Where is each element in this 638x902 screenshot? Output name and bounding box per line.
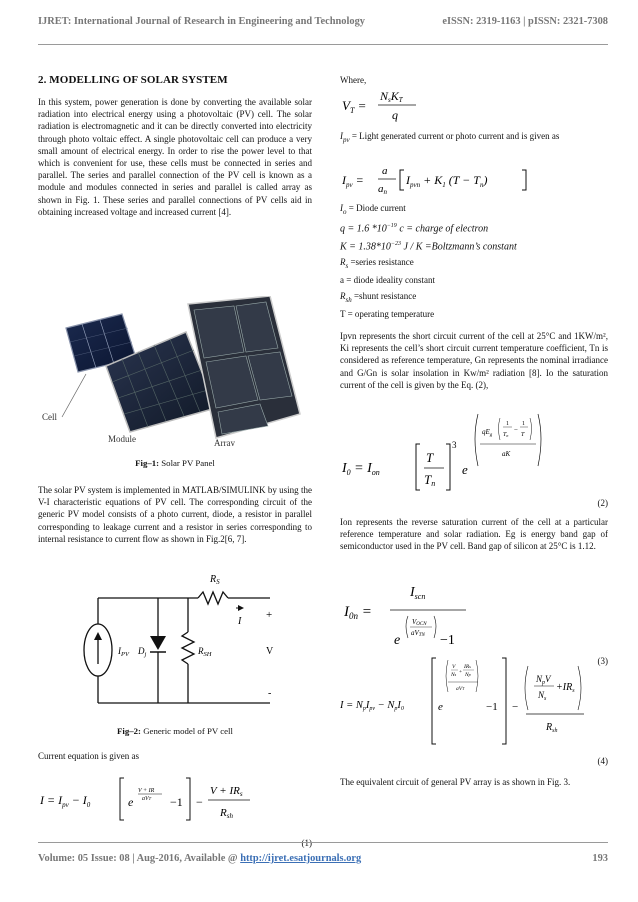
svg-text:I0 = Ion: $I_0 = I_{on}$ — [342, 461, 380, 477]
label-plus: + — [266, 609, 273, 621]
fig2-caption-text: Generic model of PV cell — [141, 726, 233, 736]
svg-text:qEg: $qE_g$ — [482, 428, 493, 438]
svg-text:aK: aK — [502, 450, 511, 458]
equation-3 — [340, 574, 608, 654]
svg-text:I0n =: $I_{0n}$ = — [344, 604, 372, 621]
svg-text:1: 1 — [522, 421, 525, 427]
section-title: 2. MODELLING OF SOLAR SYSTEM — [38, 74, 228, 86]
label-rs: $R_S$ — [210, 574, 220, 586]
svg-text:NsKT: NsKT — [380, 89, 403, 104]
footer-volume: Volume: 05 Issue: 08 | Aug-2016, Available @ http://ijret.esatjournals.org — [38, 853, 362, 864]
pv-circuit-diagram — [58, 568, 298, 718]
svg-text:e: e — [462, 462, 468, 477]
label-i: I — [238, 616, 242, 627]
paragraph-array-circuit: The equivalent circuit of general PV array is as shown in Fig. 3. — [340, 777, 571, 787]
eq3-number: (3) — [597, 656, 608, 666]
svg-text:+: + — [459, 669, 463, 675]
svg-text:e: e — [438, 701, 443, 713]
svg-text:Ns: Ns — [451, 672, 457, 678]
svg-text:T: T — [426, 450, 434, 465]
svg-text:+IRs: $+IR_s$ — [556, 682, 575, 694]
svg-text:a: a — [382, 165, 388, 177]
svg-text:Tn: Tn — [424, 472, 436, 488]
eq4-number: (4) — [597, 756, 608, 766]
svg-text:Rsh: Rsh — [220, 807, 233, 820]
svg-text:q: q — [392, 108, 398, 122]
io-definition: $I_o$ = Diode current — [340, 203, 406, 216]
t-definition: T = operating temperature — [340, 309, 435, 319]
svg-text:I = Ipv − I0: $I = I_{pv} - I_0$ — [40, 793, 91, 809]
figure-solar-panel — [38, 296, 312, 451]
svg-text:an: an — [378, 183, 387, 196]
issn: eISSN: 2319-1163 | pISSN: 2321-7308 — [442, 16, 608, 27]
where-label: Where, — [340, 75, 367, 85]
equation-ipv — [340, 160, 608, 200]
label-cell: Cell — [42, 412, 57, 422]
header-rule — [38, 44, 608, 45]
equation-vt — [340, 86, 460, 126]
svg-text:I = NpIpv − NpI0: I = NpIpv − NpI0 — [340, 700, 404, 712]
journal-name: IJRET: International Journal of Research in Engineering and Technology — [38, 16, 365, 27]
svg-text:VOCN: VOCN — [412, 618, 427, 627]
k-definition: $K = 1.38*10^{-23}$ J / K =Boltzmann’s constant — [340, 241, 517, 253]
svg-text:VT =: $V_T$ = — [342, 98, 367, 115]
svg-text:e: e — [394, 633, 401, 648]
svg-text:Ipvn + K1 (T − Tn): $I_{pvn} + K_1$ $(T - T_n)$ — [406, 173, 488, 189]
label-minus: - — [268, 688, 272, 699]
label-rsh: $R_{SH}$ — [198, 646, 212, 658]
right-column — [340, 74, 608, 787]
svg-text:Rsh: $R_{sh}$ — [546, 722, 558, 734]
svg-text:Ns: $N_s$ — [538, 690, 547, 702]
svg-text:−: − — [512, 701, 519, 713]
svg-text:IRs: IRs — [464, 664, 471, 670]
rsh-definition: $R_{sh}$ =shunt resistance — [340, 291, 417, 304]
svg-text:V + IRs: V + IRs — [210, 785, 243, 798]
svg-text:−: − — [196, 795, 203, 809]
svg-text:Iscn: $I_{scn}$ — [410, 585, 426, 601]
svg-text:−: − — [514, 426, 518, 434]
left-column — [38, 74, 312, 848]
svg-text:Ipv =: $I_{pv}$ = — [342, 173, 364, 189]
svg-text:V + IR: V + IR — [138, 788, 155, 794]
svg-text:e: e — [128, 795, 134, 809]
svg-text:V: V — [452, 664, 456, 670]
label-ipv: $I_{PV}$ — [118, 646, 129, 658]
a-definition: a = diode ideality constant — [340, 275, 436, 285]
svg-text:1: 1 — [506, 421, 509, 427]
paragraph-ion: Ion represents the reverse saturation current of the cell at a particular reference temperature and solar radiation. Eg is energy band gap of semiconductor used in the PV cell. Band gap of silicon at 25°C is 1.12. — [340, 517, 608, 552]
equation-2 — [340, 410, 608, 500]
svg-text:NpV: $N_pV$ — [536, 674, 551, 686]
svg-text:3: 3 — [452, 440, 457, 450]
fig2-caption — [38, 726, 312, 736]
svg-text:−1: −1 — [170, 795, 183, 809]
footer-rule — [38, 842, 608, 843]
label-module: Module — [108, 434, 136, 444]
rs-definition: $R_s$ =series resistance — [340, 257, 414, 270]
svg-text:aVT: aVT — [456, 686, 465, 692]
label-v: V — [266, 646, 274, 657]
eq2-number: (2) — [597, 498, 608, 508]
current-eq-intro: Current equation is given as — [38, 751, 139, 761]
figure-circuit — [58, 568, 298, 723]
equation-1 — [38, 770, 312, 830]
ipv-definition: $I_{pv}$ = Light generated current or photo current and is given as — [340, 131, 560, 144]
svg-text:Tn: Tn — [503, 432, 509, 438]
fig1-caption-text: Solar PV Panel — [159, 458, 215, 468]
solar-panel-illustration — [38, 296, 312, 446]
svg-text:T: T — [521, 432, 525, 438]
fig2-caption-label: Fig–2: — [117, 726, 141, 736]
diode-symbol — [150, 636, 166, 650]
equation-4 — [340, 652, 608, 750]
svg-text:−1: −1 — [440, 633, 455, 648]
array-shape — [188, 296, 300, 438]
label-array: Array — [214, 438, 235, 446]
fig1-caption — [38, 458, 312, 468]
label-dj: $D_j$ — [138, 646, 147, 658]
paragraph-simulink: The solar PV system is implemented in MATLAB/SIMULINK by using the V-I characteristic equations of PV cell. The corresponding circuit of the generic PV model consists of a photo current, diode, a resistor in parallel corresponding to leakage current and a resistor in series corresponding to internal resistance to current flow as shown in Fig.2[6, 7]. — [38, 485, 312, 544]
page-header — [38, 16, 608, 27]
svg-text:aVTN: aVTN — [411, 629, 425, 638]
svg-text:aVT: aVT — [142, 796, 152, 802]
q-definition: q = 1.6 $*10^{-19}$ c = charge of electron — [340, 223, 489, 235]
fig1-caption-label: Fig–1: — [135, 458, 160, 468]
paragraph-intro: In this system, power generation is done by converting the available solar radiation into electrical energy using a photovoltaic (PV) cell. The solar radiation is electromagnetic and it can be directly converted into electricity through photo voltaic effect. A single photovoltaic cell can produce a very small amount of electrical energy. In order to rise the power level to that which is convenient for use, these cells must be connected in series and parallel. The series and parallel connection of the PV cell is known as a module and modules connected in series and parallel is called array as shown in Fig. 1. These series and parallel connections of PV cells aid in obtaining increased voltage and increased current [4]. — [38, 97, 312, 217]
eq1-number: (1) — [301, 838, 312, 848]
svg-text:−1: −1 — [486, 701, 498, 713]
svg-text:Np: Np — [465, 672, 471, 678]
paragraph-ipvn: Ipvn represents the short circuit current of the cell at 25°C and 1KW/m², Ki represents the cell’s short circuit current temperature coefficient, Tn is considered as reference temperature, Gn represents the nominal irradiance and G/Gn is solar insolation in Kw/m² radiation [8]. Io the saturation current of the cell is given by the Eq. (2), — [340, 331, 608, 390]
journal-link[interactable]: http://ijret.esatjournals.org — [240, 853, 362, 864]
page-footer — [38, 853, 608, 864]
page-number: 193 — [592, 853, 608, 864]
